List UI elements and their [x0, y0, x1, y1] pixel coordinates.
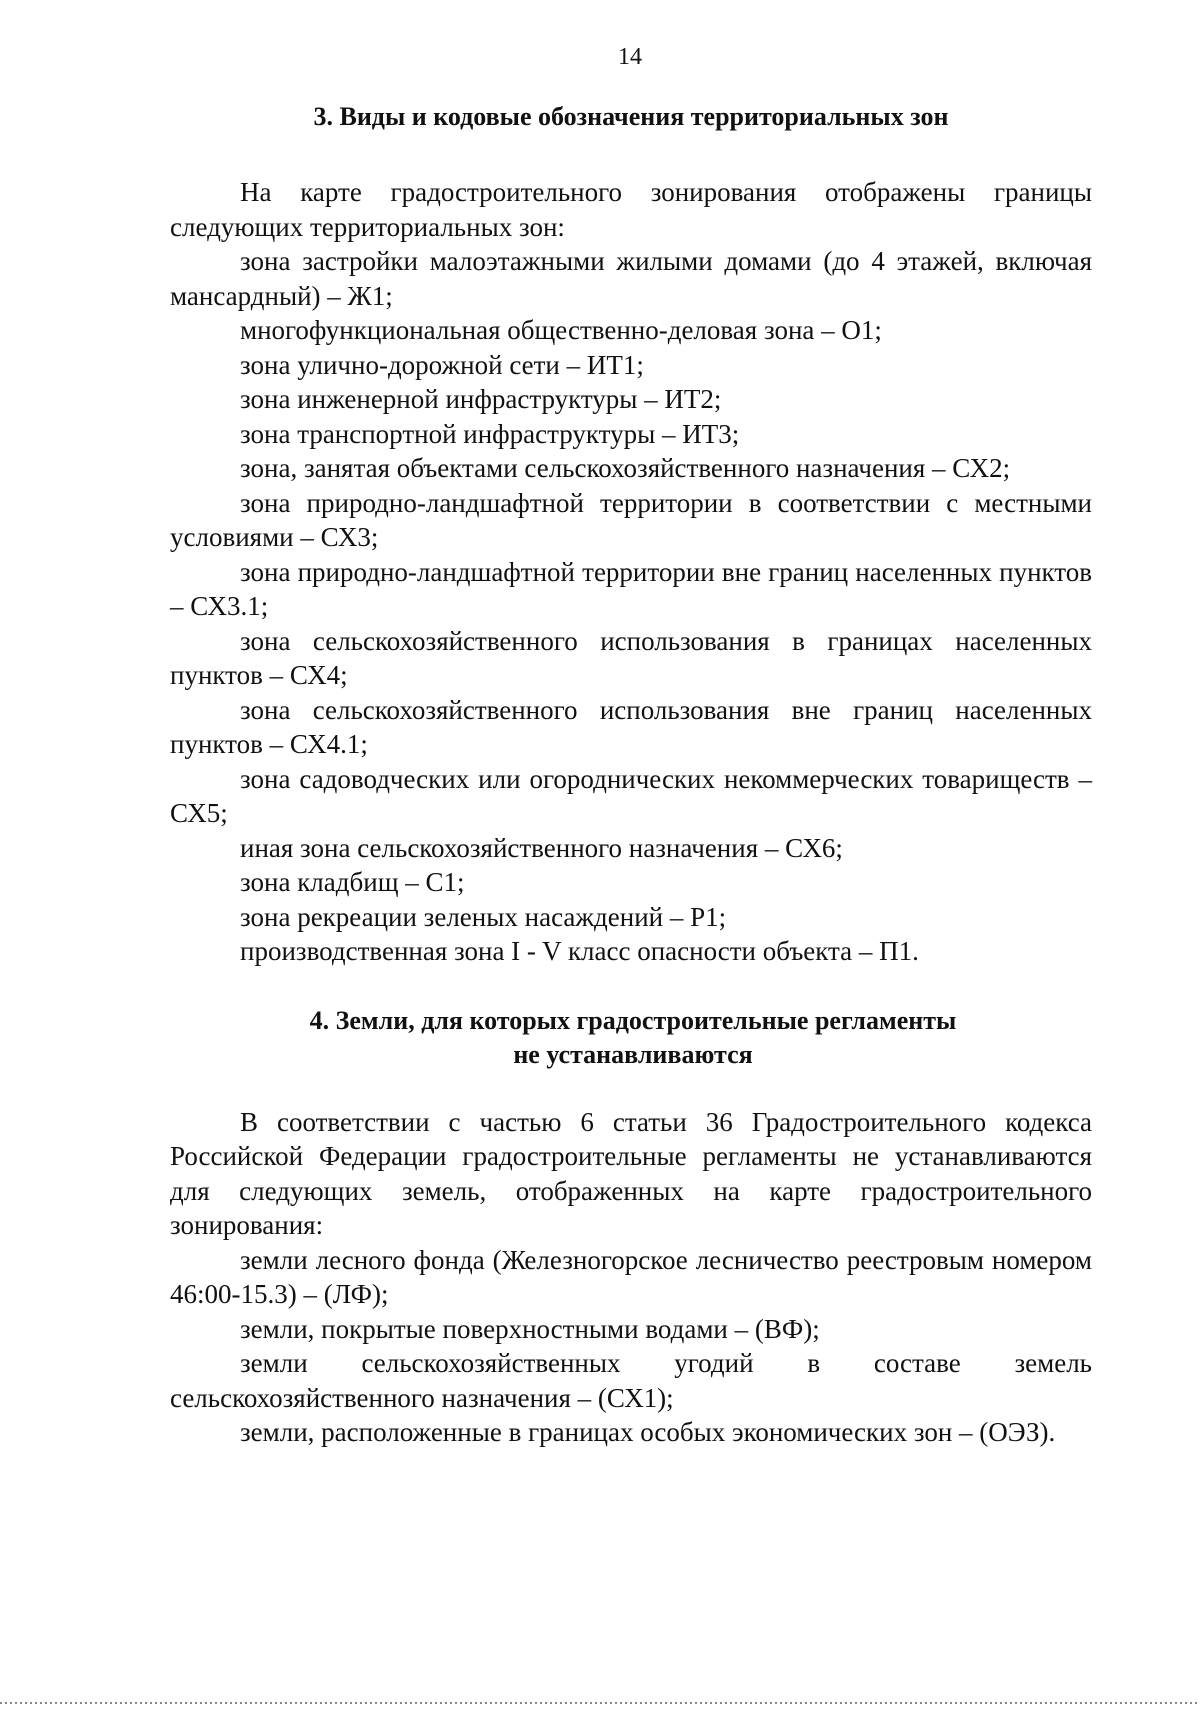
zone-item: зона кладбищ – С1;: [240, 867, 465, 897]
section-4-title-line-2: не устанавливаются: [513, 1039, 753, 1069]
section-3-title: 3. Виды и кодовые обозначения территориальных зон: [313, 102, 949, 131]
land-item: земли сельскохозяйственных угодий в составе земель сельскохозяйственного назначения – (СХ1);: [170, 1348, 1092, 1413]
page-number: 14: [618, 44, 642, 70]
zone-item: зона сельскохозяйственного использования вне границ населенных пунктов – СХ4.1;: [170, 694, 1092, 759]
scan-edge-line: [0, 1702, 1200, 1704]
zone-item: зона, занятая объектами сельскохозяйственного назначения – СХ2;: [240, 453, 1011, 483]
zone-item: зона застройки малоэтажными жилыми домами (до 4 этажей, включая мансардный) – Ж1;: [170, 246, 1092, 311]
zone-item: зона сельскохозяйственного использования в границах населенных пунктов – СХ4;: [170, 625, 1092, 690]
zone-item: зона природно-ландшафтной территории в соответствии с местными условиями – СХ3;: [170, 487, 1092, 552]
section-4-title-line-1: 4. Земли, для которых градостроительные регламенты: [309, 1005, 957, 1035]
section-3-intro: На карте градостроительного зонирования отображены границы следующих территориальных зон:: [170, 177, 1092, 242]
zone-item: зона улично-дорожной сети – ИТ1;: [240, 349, 644, 380]
land-item: земли, покрытые поверхностными водами – (ВФ);: [240, 1313, 820, 1344]
zone-item: иная зона сельскохозяйственного назначения – СХ6;: [240, 832, 843, 863]
document-body: [170, 100, 1092, 1450]
section-4-title: [172, 1004, 1094, 1072]
zone-item: многофункциональная общественно-деловая зона – О1;: [240, 315, 882, 345]
section-4-intro: В соответствии с частью 6 статьи 36 Градостроительного кодекса Российской Федерации градостроительные регламенты не устанавливаются для следующих земель, отображенных на карте градостроительного зонирования:: [170, 1106, 1092, 1240]
zone-item: зона природно-ландшафтной территории вне границ населенных пунктов – СХ3.1;: [170, 556, 1092, 621]
land-item: земли лесного фонда (Железногорское лесничество реестровым номером 46:00-15.3) – (ЛФ);: [170, 1244, 1092, 1309]
zone-item: зона инженерной инфраструктуры – ИТ2;: [240, 384, 722, 414]
land-item: земли, расположенные в границах особых экономических зон – (ОЭЗ).: [240, 1417, 1056, 1447]
zone-item: производственная зона I - V класс опасности объекта – П1.: [240, 936, 919, 966]
zone-item: зона транспортной инфраструктуры – ИТ3;: [240, 418, 740, 449]
zone-item: зона рекреации зеленых насаждений – Р1;: [240, 901, 727, 932]
zone-item: зона садоводческих или огороднических некоммерческих товариществ – СХ5;: [170, 763, 1092, 828]
